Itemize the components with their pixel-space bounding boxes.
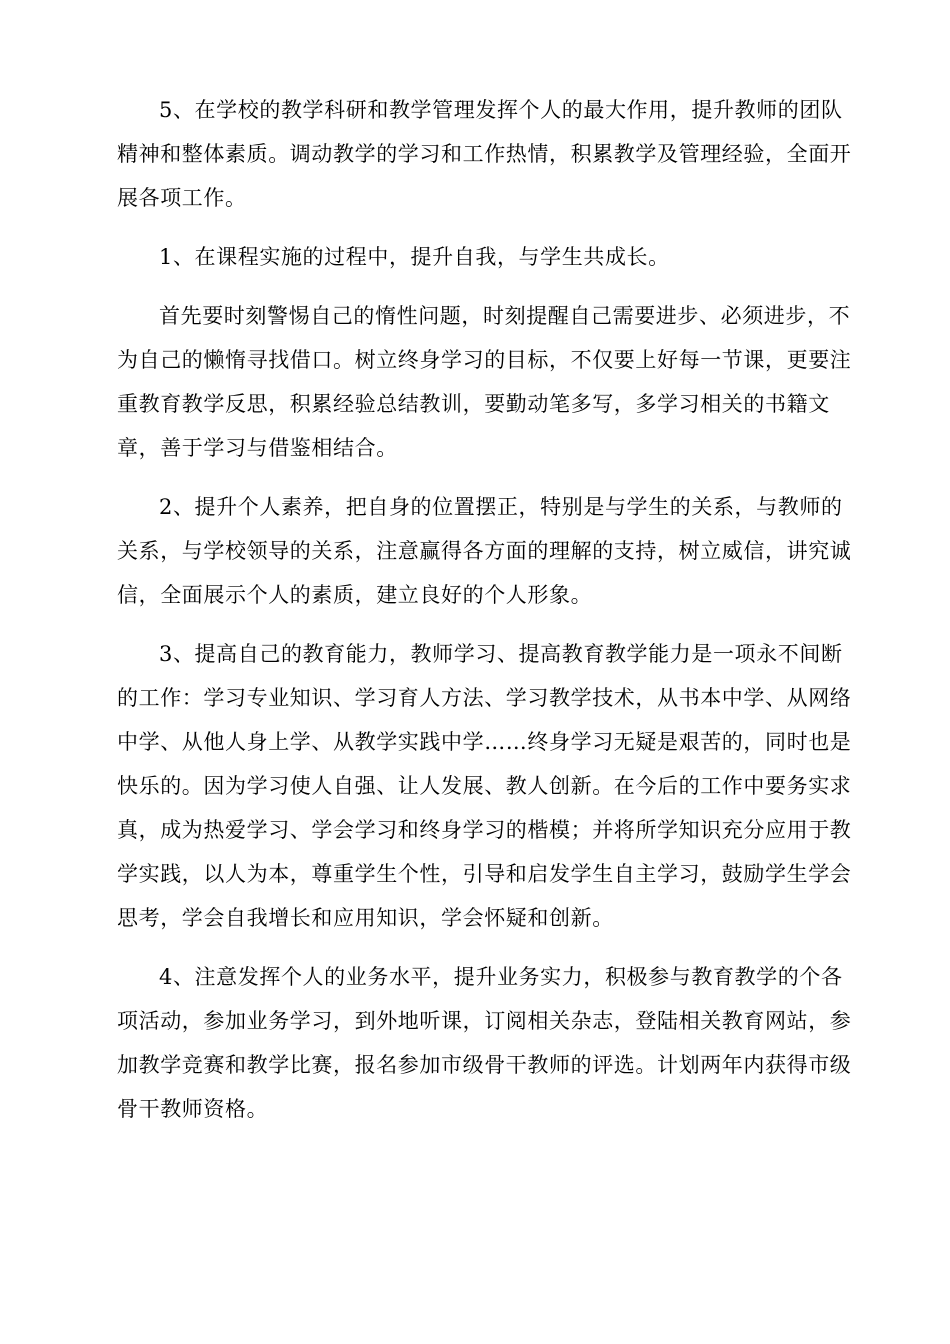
paragraph-goal-5: 5、在学校的教学科研和教学管理发挥个人的最大作用，提升教师的团队精神和整体素质。调动教学的学习和工作热情，积累教学及管理经验，全面开展各项工作。: [117, 98, 852, 210]
paragraph-item-3: 3、提高自己的教育能力，教师学习、提高教育教学能力是一项永不间断的工作：学习专业知识、学习育人方法、学习教学技术，从书本中学、从网络中学、从他人身上学、从教学实践中学……终身学习无疑是艰苦的，同时也是快乐的。因为学习使人自强、让人发展、教人创新。在今后的工作中要务实求真，成为热爱学习、学会学习和终身学习的楷模；并将所学知识充分应用于教学实践，以人为本，尊重学生个性，引导和启发学生自主学习，鼓励学生学会思考，学会自我增长和应用知识，学会怀疑和创新。: [117, 642, 852, 930]
paragraph-item-2: 2、提升个人素养，把自身的位置摆正，特别是与学生的关系，与教师的关系，与学校领导的关系，注意赢得各方面的理解的支持，树立威信，讲究诚信，全面展示个人的素质，建立良好的个人形象。: [117, 495, 852, 607]
paragraph-item-1-body: 首先要时刻警惕自己的惰性问题，时刻提醒自己需要进步、必须进步，不为自己的懒惰寻找借口。树立终身学习的目标，不仅要上好每一节课，更要注重教育教学反思，积累经验总结教训，要勤动笔多写，多学习相关的书籍文章，善于学习与借鉴相结合。: [117, 304, 852, 460]
document-body: [117, 88, 857, 1131]
paragraph-item-1-heading: 1、在课程实施的过程中，提升自我，与学生共成长。: [159, 245, 670, 269]
paragraph-item-4: 4、注意发挥个人的业务水平，提升业务实力，积极参与教育教学的个各项活动，参加业务学习，到外地听课，订阅相关杂志，登陆相关教育网站，参加教学竞赛和教学比赛，报名参加市级骨干教师的评选。计划两年内获得市级骨干教师资格。: [117, 965, 852, 1121]
